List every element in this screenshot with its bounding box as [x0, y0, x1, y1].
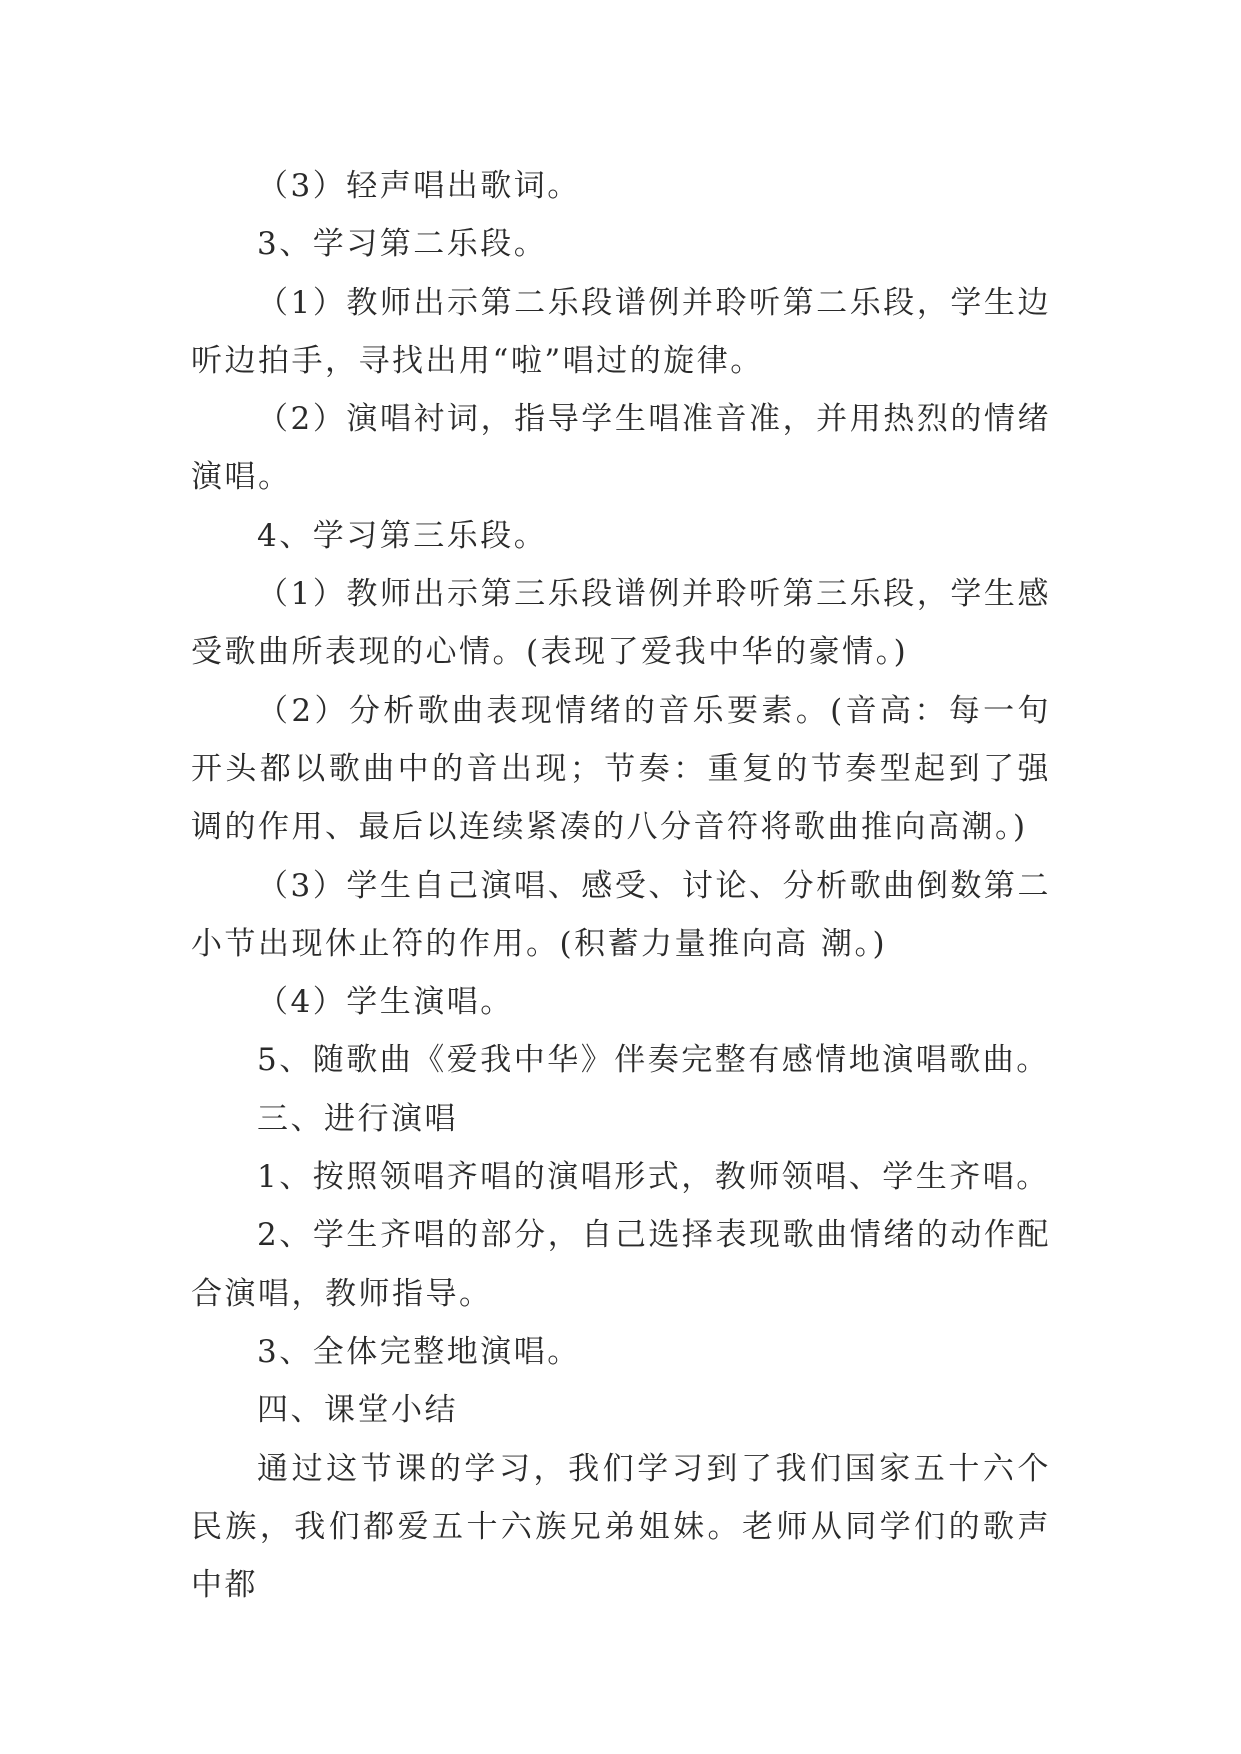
paragraph-lyrics-soft: （3）轻声唱出歌词。 [257, 168, 581, 204]
paragraph-second-section-step-2: （2）演唱衬词，指导学生唱准音准，并用热烈的情绪演唱。 [191, 401, 1051, 496]
paragraph-third-section-step-2: （2）分析歌曲表现情绪的音乐要素。(音高：每一句开头都以歌曲中的音出现；节奏：重复的节奏型起到了强调的作用、最后以连续紧凑的八分音符将歌曲推向高潮。) [191, 692, 1051, 846]
heading-second-section: 3、学习第二乐段。 [257, 226, 548, 263]
document-body [191, 157, 1051, 1614]
paragraph-performance-step-2: 2、学生齐唱的部分，自己选择表现歌曲情绪的动作配合演唱，教师指导。 [191, 1217, 1051, 1312]
paragraph-performance-step-1: 1、按照领唱齐唱的演唱形式，教师领唱、学生齐唱。 [257, 1159, 1050, 1196]
heading-third-section: 4、学习第三乐段。 [257, 517, 548, 554]
paragraph-performance-step-3: 3、全体完整地演唱。 [257, 1333, 581, 1370]
heading-summary: 四、课堂小结 [257, 1392, 458, 1429]
paragraph-full-singing: 5、随歌曲《爱我中华》伴奏完整有感情地演唱歌曲。 [257, 1042, 1050, 1079]
heading-performance: 三、进行演唱 [257, 1100, 458, 1137]
paragraph-summary: 通过这节课的学习，我们学习到了我们国家五十六个民族，我们都爱五十六族兄弟姐妹。老师从同学们的歌声中都 [191, 1450, 1051, 1604]
paragraph-third-section-step-3: （3）学生自己演唱、感受、讨论、分析歌曲倒数第二小节出现休止符的作用。(积蓄力量推向高 潮。) [191, 867, 1051, 962]
paragraph-second-section-step-1: （1）教师出示第二乐段谱例并聆听第二乐段，学生边听边拍手，寻找出用“啦”唱过的旋律。 [191, 284, 1051, 379]
paragraph-third-section-step-4: （4）学生演唱。 [257, 984, 514, 1021]
paragraph-third-section-step-1: （1）教师出示第三乐段谱例并聆听第三乐段，学生感受歌曲所表现的心情。(表现了爱我中华的豪情。) [191, 576, 1051, 671]
